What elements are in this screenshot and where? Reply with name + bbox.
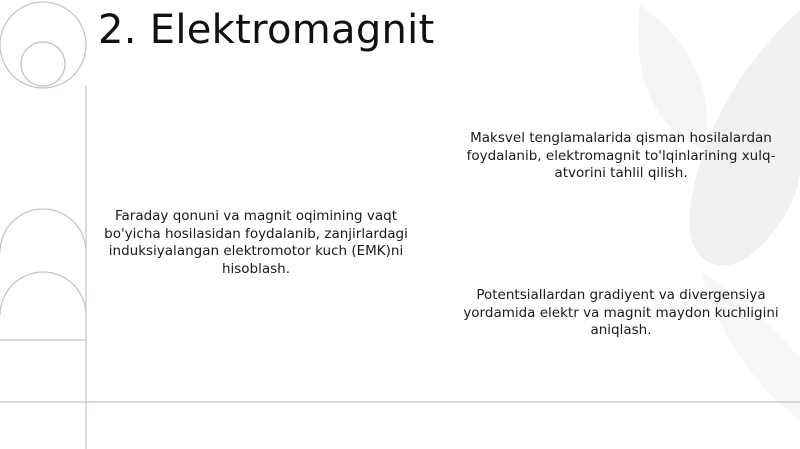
text-block-maxwell: Maksvel tenglamalarida qisman hosilalardan foydalanib, elektromagnit to'lqinlarining xulq-atvorini tahlil qilish. — [466, 130, 776, 181]
decor-arch-top — [0, 209, 86, 252]
decor-circle-small — [21, 42, 65, 86]
decor-arch-bottom — [0, 272, 86, 315]
decor-circle-large — [0, 2, 86, 88]
text-block-potentials: Potentsiallardan gradiyent va divergensiya yordamida elektr va magnit maydon kuchligini aniqlash. — [463, 287, 779, 338]
slide-title: 2. Elektromagnit — [98, 7, 435, 53]
leaf-watermark — [638, 5, 800, 420]
text-block-faraday: Faraday qonuni va magnit oqimining vaqt bo'yicha hosilasidan foydalanib, zanjirlardagi induksiyalangan elektromotor kuch (EMK)ni hisoblash. — [104, 208, 408, 277]
